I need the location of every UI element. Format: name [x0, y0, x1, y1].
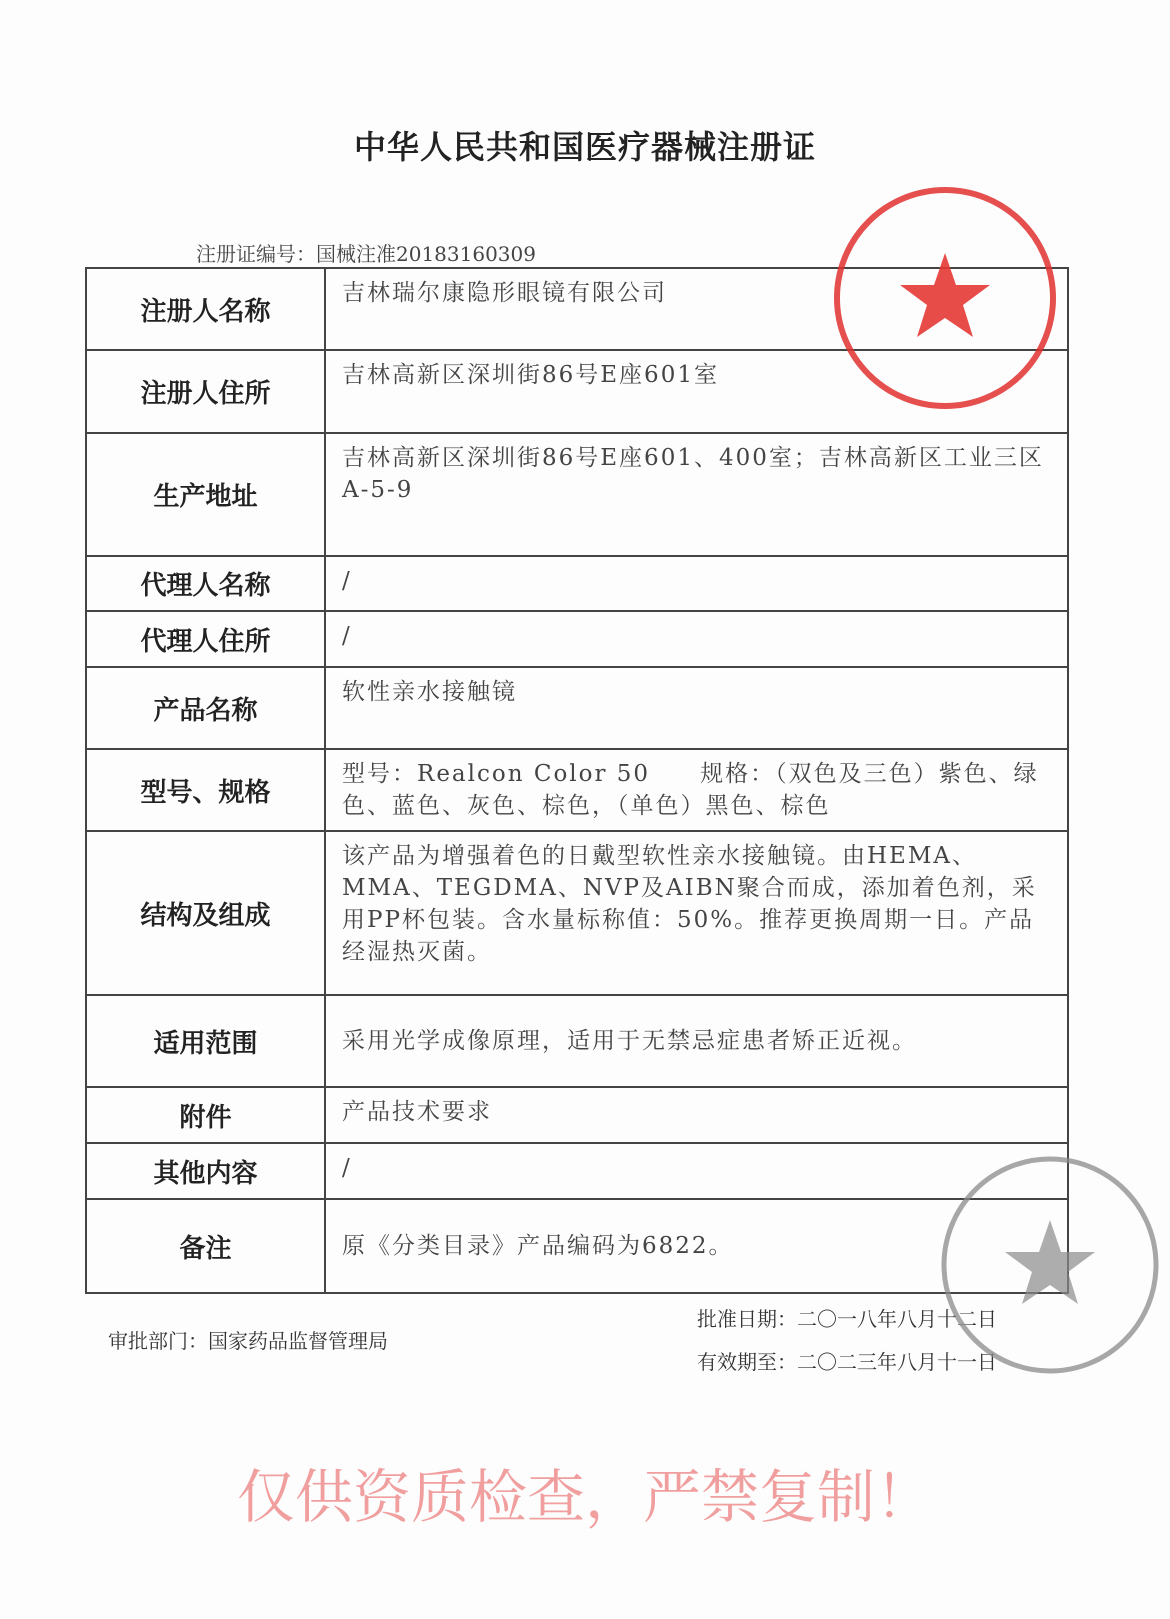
row-label: 生产地址	[86, 433, 325, 556]
table-row	[86, 433, 1068, 556]
row-label: 结构及组成	[86, 831, 325, 995]
table-row	[86, 1087, 1068, 1143]
row-value: 吉林高新区深圳街86号E座601、400室；吉林高新区工业三区A-5-9	[325, 433, 1068, 556]
table-row	[86, 1199, 1068, 1293]
table-row	[86, 995, 1068, 1087]
table-row	[86, 749, 1068, 831]
approval-department: 审批部门：国家药品监督管理局	[108, 1329, 388, 1353]
row-label: 备注	[86, 1199, 325, 1293]
valid-until: 有效期至：二〇二三年八月十一日	[697, 1350, 997, 1374]
row-label: 产品名称	[86, 667, 325, 749]
row-label: 注册人住所	[86, 350, 325, 433]
row-value: /	[325, 611, 1068, 667]
approval-date: 批准日期：二〇一八年八月十二日	[697, 1307, 997, 1331]
row-label: 附件	[86, 1087, 325, 1143]
row-value: 吉林瑞尔康隐形眼镜有限公司	[325, 268, 1068, 350]
row-value: 原《分类目录》产品编码为6822。	[325, 1199, 1068, 1293]
table-row	[86, 611, 1068, 667]
row-value: 吉林高新区深圳街86号E座601室	[325, 350, 1068, 433]
row-value: 产品技术要求	[325, 1087, 1068, 1143]
row-label: 注册人名称	[86, 268, 325, 350]
table-row	[86, 1143, 1068, 1199]
row-value: 采用光学成像原理，适用于无禁忌症患者矫正近视。	[325, 995, 1068, 1087]
row-label: 代理人住所	[86, 611, 325, 667]
star-icon	[1005, 1220, 1095, 1304]
row-label: 其他内容	[86, 1143, 325, 1199]
authority-seal	[935, 1150, 1165, 1380]
row-value: /	[325, 556, 1068, 611]
certificate-table	[85, 267, 1069, 1294]
table-row	[86, 831, 1068, 995]
row-value: 软性亲水接触镜	[325, 667, 1068, 749]
star-icon	[900, 253, 990, 337]
row-label: 型号、规格	[86, 749, 325, 831]
row-label: 代理人名称	[86, 556, 325, 611]
table-row	[86, 556, 1068, 611]
table-row	[86, 667, 1068, 749]
company-seal	[830, 183, 1060, 413]
watermark: 仅供资质检查，严禁复制！	[236, 1463, 933, 1531]
page-title: 中华人民共和国医疗器械注册证	[353, 128, 816, 166]
registration-number: 注册证编号：国械注准20183160309	[196, 242, 536, 266]
row-value: /	[325, 1143, 1068, 1199]
row-value: 该产品为增强着色的日戴型软性亲水接触镜。由HEMA、MMA、TEGDMA、NVP及AIBN聚合而成，添加着色剂，采用PP杯包装。含水量标称值：50%。推荐更换周期一日。产品经湿热灭菌。	[325, 831, 1068, 995]
row-label: 适用范围	[86, 995, 325, 1087]
row-value: 型号：Realcon Color 50 规格：（双色及三色）紫色、绿色、蓝色、灰色、棕色，（单色）黑色、棕色	[325, 749, 1068, 831]
